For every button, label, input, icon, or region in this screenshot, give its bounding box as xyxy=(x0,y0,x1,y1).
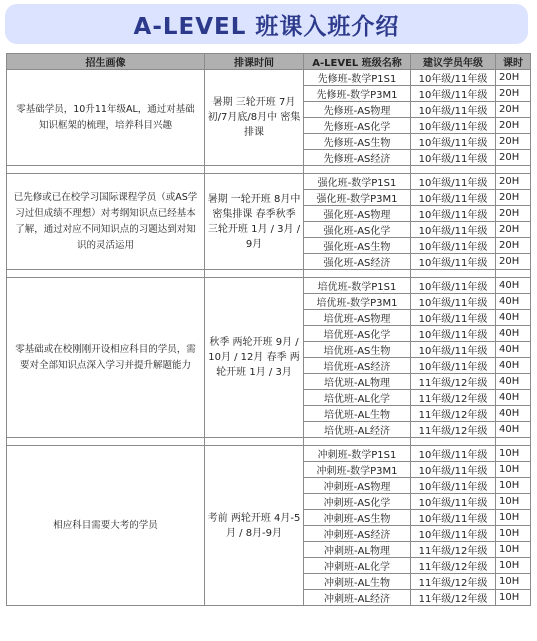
hours-cell: 20H xyxy=(496,102,531,118)
hours-cell: 10H xyxy=(496,574,531,590)
grade-cell: 10年级/11年级 xyxy=(411,342,496,358)
grade-cell: 11年级/12年级 xyxy=(411,590,496,606)
class-name-cell: 冲刺班-AS经济 xyxy=(304,526,411,542)
class-name-cell: 先修班-AS经济 xyxy=(304,150,411,166)
class-name-cell: 培优班-AS化学 xyxy=(304,326,411,342)
grade-cell: 10年级/11年级 xyxy=(411,102,496,118)
class-name-cell: 培优班-AS物理 xyxy=(304,310,411,326)
hours-cell: 20H xyxy=(496,134,531,150)
profile-cell: 零基础或在校刚刚开设相应科目的学员，需要对全部知识点深入学习并提升解题能力 xyxy=(7,278,205,438)
spacer-cell xyxy=(7,166,205,174)
page-title: A-LEVEL 班课入班介绍 xyxy=(133,13,400,40)
grade-cell: 10年级/11年级 xyxy=(411,278,496,294)
hours-cell: 20H xyxy=(496,174,531,190)
grade-cell: 11年级/12年级 xyxy=(411,558,496,574)
grade-cell: 10年级/11年级 xyxy=(411,310,496,326)
hours-cell: 40H xyxy=(496,374,531,390)
class-name-cell: 先修班-AS化学 xyxy=(304,118,411,134)
class-name-cell: 冲刺班-AL化学 xyxy=(304,558,411,574)
grade-cell: 10年级/11年级 xyxy=(411,70,496,86)
class-name-cell: 冲刺班-AS物理 xyxy=(304,478,411,494)
grade-cell: 10年级/11年级 xyxy=(411,526,496,542)
class-name-cell: 强化班-AS化学 xyxy=(304,222,411,238)
hours-cell: 40H xyxy=(496,358,531,374)
grade-cell: 10年级/11年级 xyxy=(411,118,496,134)
grade-cell: 10年级/11年级 xyxy=(411,238,496,254)
class-name-cell: 培优班-AL生物 xyxy=(304,406,411,422)
class-name-cell: 冲刺班-AS化学 xyxy=(304,494,411,510)
hours-cell: 10H xyxy=(496,510,531,526)
schedule-cell: 秋季 两轮开班 9月 / 10月 / 12月 春季 两轮开班 1月 / 3月 xyxy=(205,278,304,438)
class-name-cell: 冲刺班-AS生物 xyxy=(304,510,411,526)
spacer-cell xyxy=(411,270,496,278)
hours-cell: 20H xyxy=(496,222,531,238)
class-name-cell: 强化班-AS生物 xyxy=(304,238,411,254)
hours-cell: 40H xyxy=(496,406,531,422)
group-spacer-row xyxy=(7,166,531,174)
hours-cell: 10H xyxy=(496,494,531,510)
class-table xyxy=(6,53,531,606)
grade-cell: 10年级/11年级 xyxy=(411,326,496,342)
grade-cell: 11年级/12年级 xyxy=(411,574,496,590)
hours-cell: 10H xyxy=(496,462,531,478)
class-name-cell: 先修班-AS物理 xyxy=(304,102,411,118)
class-name-cell: 冲刺班-数学P3M1 xyxy=(304,462,411,478)
hours-cell: 10H xyxy=(496,478,531,494)
class-name-cell: 培优班-AL物理 xyxy=(304,374,411,390)
hours-cell: 40H xyxy=(496,326,531,342)
hours-cell: 20H xyxy=(496,238,531,254)
schedule-cell: 暑期 一轮开班 8月中 密集排课 春季秋季 三轮开班 1月 / 3月 / 9月 xyxy=(205,174,304,270)
class-name-cell: 强化班-AS经济 xyxy=(304,254,411,270)
spacer-cell xyxy=(205,438,304,446)
grade-cell: 10年级/11年级 xyxy=(411,254,496,270)
hours-cell: 40H xyxy=(496,390,531,406)
grade-cell: 10年级/11年级 xyxy=(411,190,496,206)
profile-cell: 零基础学员，10升11年级AL，通过对基础知识框架的梳理，培养科目兴趣 xyxy=(7,70,205,166)
schedule-cell: 考前 两轮开班 4月-5月 / 8月-9月 xyxy=(205,446,304,606)
group-spacer-row xyxy=(7,270,531,278)
hours-cell: 10H xyxy=(496,542,531,558)
grade-cell: 11年级/12年级 xyxy=(411,406,496,422)
hours-cell: 10H xyxy=(496,590,531,606)
grade-cell: 10年级/11年级 xyxy=(411,150,496,166)
grade-cell: 10年级/11年级 xyxy=(411,478,496,494)
hours-cell: 40H xyxy=(496,294,531,310)
class-name-cell: 培优班-AS生物 xyxy=(304,342,411,358)
class-name-cell: 强化班-AS物理 xyxy=(304,206,411,222)
hours-cell: 40H xyxy=(496,342,531,358)
group-spacer-row xyxy=(7,438,531,446)
hours-cell: 20H xyxy=(496,254,531,270)
hours-cell: 20H xyxy=(496,86,531,102)
spacer-cell xyxy=(411,438,496,446)
grade-cell: 11年级/12年级 xyxy=(411,542,496,558)
header-profile: 招生画像 xyxy=(7,54,205,70)
spacer-cell xyxy=(205,270,304,278)
table-row xyxy=(7,278,531,294)
class-name-cell: 冲刺班-AL生物 xyxy=(304,574,411,590)
grade-cell: 10年级/11年级 xyxy=(411,510,496,526)
grade-cell: 10年级/11年级 xyxy=(411,462,496,478)
class-name-cell: 培优班-AL化学 xyxy=(304,390,411,406)
spacer-cell xyxy=(304,270,411,278)
grade-cell: 10年级/11年级 xyxy=(411,86,496,102)
table-row xyxy=(7,446,531,462)
grade-cell: 10年级/11年级 xyxy=(411,446,496,462)
grade-cell: 10年级/11年级 xyxy=(411,206,496,222)
grade-cell: 11年级/12年级 xyxy=(411,390,496,406)
class-name-cell: 强化班-数学P3M1 xyxy=(304,190,411,206)
schedule-cell: 暑期 三轮开班 7月初/7月底/8月中 密集排课 xyxy=(205,70,304,166)
grade-cell: 10年级/11年级 xyxy=(411,222,496,238)
grade-cell: 10年级/11年级 xyxy=(411,174,496,190)
class-name-cell: 先修班-AS生物 xyxy=(304,134,411,150)
grade-cell: 10年级/11年级 xyxy=(411,358,496,374)
title-banner xyxy=(5,4,528,44)
class-name-cell: 培优班-AL经济 xyxy=(304,422,411,438)
table-body xyxy=(7,70,531,606)
hours-cell: 20H xyxy=(496,150,531,166)
hours-cell: 10H xyxy=(496,446,531,462)
hours-cell: 10H xyxy=(496,526,531,542)
spacer-cell xyxy=(304,438,411,446)
class-name-cell: 先修班-数学P3M1 xyxy=(304,86,411,102)
class-name-cell: 先修班-数学P1S1 xyxy=(304,70,411,86)
class-name-cell: 培优班-AS经济 xyxy=(304,358,411,374)
hours-cell: 40H xyxy=(496,422,531,438)
hours-cell: 20H xyxy=(496,190,531,206)
grade-cell: 10年级/11年级 xyxy=(411,494,496,510)
hours-cell: 10H xyxy=(496,558,531,574)
class-name-cell: 强化班-数学P1S1 xyxy=(304,174,411,190)
hours-cell: 20H xyxy=(496,206,531,222)
table-header-row xyxy=(7,54,531,70)
hours-cell: 20H xyxy=(496,118,531,134)
header-class-name: A-LEVEL 班级名称 xyxy=(304,54,411,70)
grade-cell: 11年级/12年级 xyxy=(411,374,496,390)
grade-cell: 10年级/11年级 xyxy=(411,294,496,310)
spacer-cell xyxy=(7,270,205,278)
spacer-cell xyxy=(7,438,205,446)
hours-cell: 40H xyxy=(496,278,531,294)
hours-cell: 40H xyxy=(496,310,531,326)
class-name-cell: 培优班-数学P3M1 xyxy=(304,294,411,310)
profile-cell: 已先修或已在校学习国际课程学员（或AS学习过但成绩不理想）对考纲知识点已经基本了解，通过对应不同知识点的习题达到对知识的灵活运用 xyxy=(7,174,205,270)
spacer-cell xyxy=(496,166,531,174)
class-name-cell: 冲刺班-数学P1S1 xyxy=(304,446,411,462)
class-name-cell: 冲刺班-AL物理 xyxy=(304,542,411,558)
header-schedule: 排课时间 xyxy=(205,54,304,70)
spacer-cell xyxy=(304,166,411,174)
header-grade: 建议学员年级 xyxy=(411,54,496,70)
grade-cell: 10年级/11年级 xyxy=(411,134,496,150)
header-hours: 课时 xyxy=(496,54,531,70)
hours-cell: 20H xyxy=(496,70,531,86)
class-name-cell: 冲刺班-AL经济 xyxy=(304,590,411,606)
spacer-cell xyxy=(496,270,531,278)
table-row xyxy=(7,174,531,190)
profile-cell: 相应科目需要大考的学员 xyxy=(7,446,205,606)
grade-cell: 11年级/12年级 xyxy=(411,422,496,438)
spacer-cell xyxy=(496,438,531,446)
spacer-cell xyxy=(411,166,496,174)
spacer-cell xyxy=(205,166,304,174)
class-name-cell: 培优班-数学P1S1 xyxy=(304,278,411,294)
table-row xyxy=(7,70,531,86)
